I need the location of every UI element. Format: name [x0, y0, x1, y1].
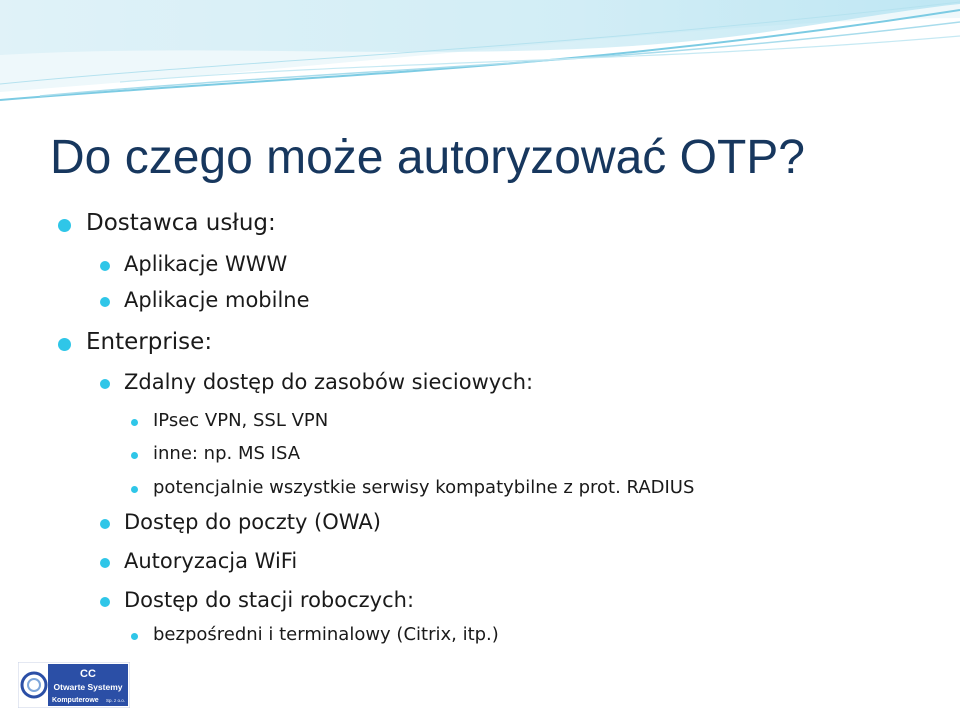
company-logo — [18, 662, 130, 708]
bullet-dot-icon — [100, 379, 110, 389]
bullet-dot-icon — [100, 558, 110, 568]
logo-line2: Otwarte Systemy — [53, 682, 123, 692]
bullet-text: Dostęp do stacji roboczych: — [124, 588, 415, 612]
logo-line3-suffix: Sp. z o.o. — [106, 698, 126, 703]
bullet-text: potencjalnie wszystkie serwisy kompatybilne z prot. RADIUS — [153, 477, 695, 498]
bullet-text: Aplikacje mobilne — [124, 288, 310, 312]
slide-title: Do czego może autoryzować OTP? — [50, 131, 805, 184]
logo-line3: Komputerowe — [52, 697, 99, 704]
bullet-dot-icon — [58, 219, 71, 232]
bullet-item — [153, 624, 499, 645]
bullet-text: IPsec VPN, SSL VPN — [153, 410, 329, 431]
bullet-dot-icon — [100, 519, 110, 529]
bullet-text: bezpośredni i terminalowy (Citrix, itp.) — [153, 624, 499, 645]
bullet-item — [124, 288, 310, 312]
bullet-dot-icon — [131, 452, 138, 459]
bullet-item — [86, 210, 276, 236]
bullet-item — [124, 549, 297, 573]
bullet-item — [153, 477, 694, 498]
bullet-text: Dostawca usług: — [86, 210, 276, 236]
bullet-item — [86, 329, 212, 355]
bullet-text: Zdalny dostęp do zasobów sieciowych: — [124, 370, 534, 394]
bullet-text: Dostęp do poczty (OWA) — [124, 510, 381, 534]
bullet-text: Enterprise: — [86, 329, 213, 355]
bullet-item — [153, 443, 300, 464]
bullet-dot-icon — [100, 597, 110, 607]
bullet-dot-icon — [131, 419, 138, 426]
bullet-item — [124, 252, 287, 276]
bullet-text: inne: np. MS ISA — [153, 443, 301, 464]
logo-line1: CC — [80, 668, 96, 680]
bullet-item — [124, 370, 533, 394]
bullet-text: Autoryzacja WiFi — [124, 549, 298, 573]
bullet-dot-icon — [100, 261, 110, 271]
bullet-dot-icon — [58, 338, 71, 351]
bullet-dot-icon — [100, 297, 110, 307]
bullet-item — [124, 510, 381, 534]
bullet-dot-icon — [131, 633, 138, 640]
bullet-text: Aplikacje WWW — [124, 252, 288, 276]
bullet-dot-icon — [131, 486, 138, 493]
bullet-item — [153, 410, 328, 431]
bullet-item — [124, 588, 414, 612]
